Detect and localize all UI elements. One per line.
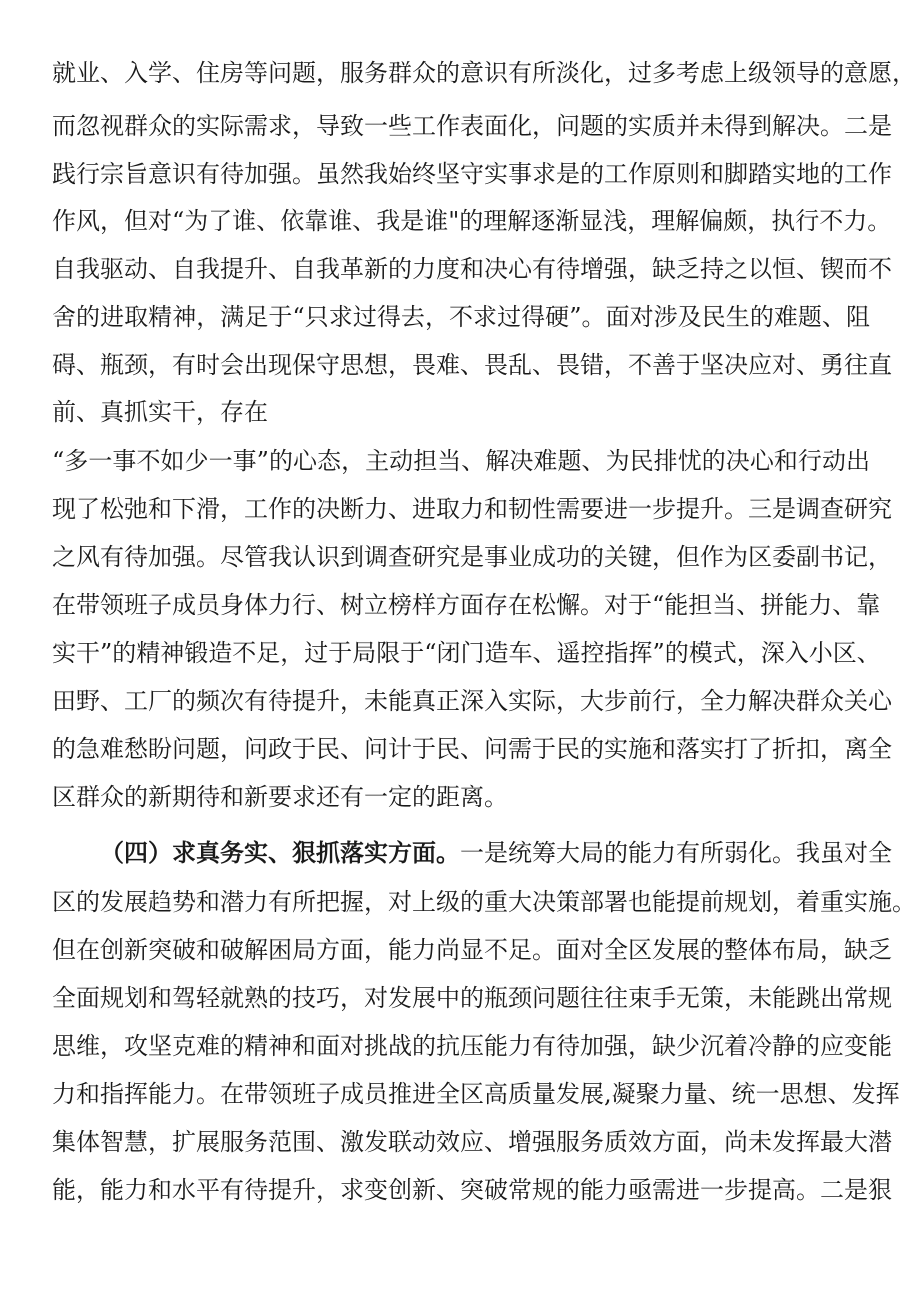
text-line: 但在创新突破和破解困局方面，能力尚显不足。面对全区发展的整体布局，缺乏 (52, 936, 892, 964)
text-line: 集体智慧，扩展服务范围、激发联动效应、增强服务质效方面，尚未发挥最大潜 (52, 1128, 892, 1156)
text-line: “多一事不如少一事”的心态，主动担当、解决难题、为民排忧的决心和行动出 (52, 447, 870, 475)
text-line: 之风有待加强。尽管我认识到调查研究是事业成功的关键，但作为区委副书记， (52, 543, 892, 571)
text-line: 践行宗旨意识有待加强。虽然我始终坚守实事求是的工作原则和脚踏实地的工作 (52, 160, 892, 188)
text-line: 就业、入学、住房等问题，服务群众的意识有所淡化，过多考虑上级领导的意愿， (52, 59, 916, 87)
section-first-line (100, 833, 892, 873)
text-line: 思维，攻坚克难的精神和面对挑战的抗压能力有待加强，缺少沉着冷静的应变能 (52, 1032, 892, 1060)
text-line: 的急难愁盼问题，问政于民、问计于民、问需于民的实施和落实打了折扣，离全 (52, 735, 892, 763)
text-line: 在带领班子成员身体力行、树立榜样方面存在松懈。对于“能担当、拼能力、靠 (52, 591, 881, 619)
text-line: 田野、工厂的频次有待提升，未能真正深入实际，大步前行，全力解决群众关心 (52, 687, 892, 715)
section-first-line-text: 一是统筹大局的能力有所弱化。我虽对全 (460, 839, 892, 867)
text-line: 实干”的精神锻造不足，过于局限于“闭门造车、遥控指挥”的模式，深入小区、 (52, 639, 881, 667)
text-line: 能，能力和水平有待提升，求变创新、突破常规的能力亟需进一步提高。二是狠 (52, 1176, 892, 1204)
text-line: 区群众的新期待和新要求还有一定的距离。 (52, 783, 508, 811)
text-line: 自我驱动、自我提升、自我革新的力度和决心有待增强，缺乏持之以恒、锲而不 (52, 255, 892, 283)
text-line: 碍、瓶颈，有时会出现保守思想，畏难、畏乱、畏错，不善于坚决应对、勇往直 (52, 351, 892, 379)
text-line: 力和指挥能力。在带领班子成员推进全区高质量发展,凝聚力量、统一思想、发挥 (52, 1080, 900, 1108)
text-line: 区的发展趋势和潜力有所把握，对上级的重大决策部署也能提前规划，着重实施。 (52, 888, 916, 916)
text-line: 作风，但对“为了谁、依靠谁、我是谁"的理解逐渐显浅，理解偏颇，执行不力。 (52, 207, 892, 235)
text-line: 前、真抓实干，存在 (52, 398, 268, 426)
text-line: 而忽视群众的实际需求，导致一些工作表面化，问题的实质并未得到解决。二是 (52, 112, 892, 140)
text-line: 全面规划和驾轻就熟的技巧，对发展中的瓶颈问题往往束手无策，未能跳出常规 (52, 984, 892, 1012)
section-heading: （四）求真务实、狠抓落实方面。 (100, 838, 460, 867)
text-line: 现了松弛和下滑，工作的决断力、进取力和韧性需要进一步提升。三是调查研究 (52, 495, 892, 523)
text-line: 舍的进取精神，满足于“只求过得去，不求过得硬”。面对涉及民生的难题、阻 (52, 303, 870, 331)
